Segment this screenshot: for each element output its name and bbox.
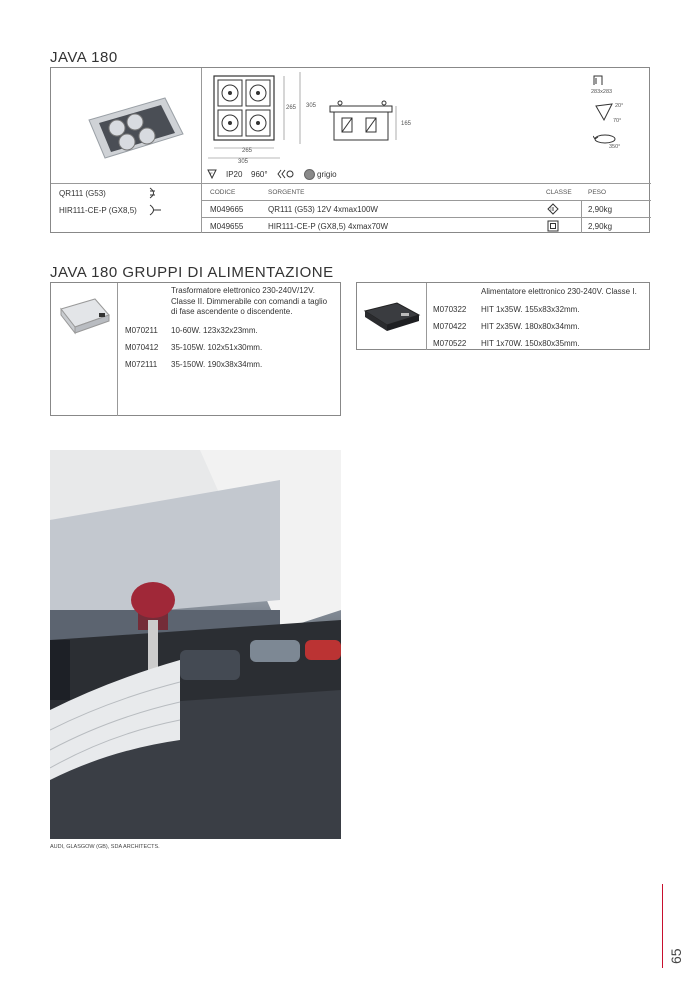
spec-temp: 960°: [251, 170, 268, 179]
section1-title: JAVA 180: [50, 49, 118, 66]
class-ii-icon: [547, 220, 559, 232]
row2-weight: 2,90kg: [588, 222, 613, 231]
dim-rotation: 350°: [609, 144, 621, 150]
panel-hsep: [51, 183, 651, 184]
svg-text:F: F: [210, 171, 213, 176]
col-header-weight: PESO: [588, 189, 607, 196]
col-header-class: CLASSE: [546, 189, 572, 196]
product-panel: [50, 67, 650, 233]
left-row2-code: M070412: [125, 343, 159, 352]
enec-icon: [277, 169, 295, 179]
left-row3-code: M072111: [125, 360, 158, 369]
section2-title: JAVA 180 GRUPPI DI ALIMENTAZIONE: [50, 264, 334, 281]
right-row2-text: HIT 2x35W. 180x80x34mm.: [481, 322, 580, 331]
spec-color: grigio: [317, 170, 337, 179]
dim-side-inner: 265: [286, 105, 297, 111]
row2-code: M049655: [210, 222, 244, 231]
photo-caption: AUDI, GLASGOW (GB), SDA ARCHITECTS.: [50, 844, 160, 850]
svg-text:III: III: [550, 207, 555, 213]
ballast-photo: [361, 299, 423, 335]
transformer-photo: [57, 295, 113, 335]
right-row3-code: M070522: [433, 339, 467, 348]
flammable-surface-icon: [207, 169, 217, 179]
dim-tilt1: 20°: [615, 103, 624, 109]
box-divider: [426, 283, 427, 350]
left-description: Trasformatore elettronico 230-240V/12V. Classe II. Dimmerabile con comandi a taglio di fase ascendente o discendente.: [171, 286, 328, 316]
dim-top-width: 265: [242, 148, 253, 154]
dim-depth: 165: [401, 121, 412, 127]
panel-divider: [201, 68, 202, 233]
right-row1-code: M070322: [433, 305, 467, 314]
row2-source: HIR111-CE-P (GX8,5) 4xmax70W: [268, 222, 389, 231]
dim-bottom-width: 305: [238, 159, 249, 165]
lamp-2: HIR111-CE-P (GX8,5): [59, 206, 137, 215]
power-supply-box-right: [356, 282, 650, 350]
col-header-source: SORGENTE: [268, 189, 305, 196]
row1-code: M049665: [210, 205, 244, 214]
table-vline: [581, 200, 582, 233]
right-description: Alimentatore elettronico 230-240V. Classe I.: [481, 287, 637, 296]
power-supply-box-left: [50, 282, 341, 416]
lamp-1: QR111 (G53): [59, 189, 106, 198]
dim-side-outer: 305: [306, 103, 317, 109]
right-row3-text: HIT 1x70W. 150x80x35mm.: [481, 339, 580, 348]
right-row1-text: HIT 1x35W. 155x83x32mm.: [481, 305, 580, 314]
side-drawing: [326, 98, 401, 148]
left-row1-code: M070211: [125, 326, 158, 335]
product-photo: [65, 90, 191, 176]
showroom-photo: [50, 450, 341, 839]
showroom-illustration: [50, 450, 341, 839]
page-number: 65: [668, 948, 684, 964]
row1-source: QR111 (G53) 12V 4xmax100W: [268, 205, 378, 214]
color-swatch-icon: [304, 169, 315, 180]
front-drawing: [206, 72, 306, 172]
left-row3-text: 35-150W. 190x38x34mm.: [171, 360, 263, 369]
table-hline: [201, 200, 651, 201]
spec-ip: IP20: [226, 170, 243, 179]
accent-line: [662, 884, 663, 968]
qr111-lamp-icon: [147, 187, 159, 199]
left-row2-text: 35-105W. 102x51x30mm.: [171, 343, 263, 352]
right-row2-code: M070422: [433, 322, 467, 331]
box-divider: [117, 283, 118, 416]
row1-weight: 2,90kg: [588, 205, 613, 214]
col-header-code: CODICE: [210, 189, 236, 196]
dim-tilt2: 70°: [613, 118, 622, 124]
table-hline: [201, 217, 651, 218]
hir111-lamp-icon: [147, 204, 163, 216]
class-iii-icon: [547, 203, 559, 215]
left-row1-text: 10-60W. 123x32x23mm.: [171, 326, 258, 335]
cutout-icon: [592, 74, 604, 86]
dim-cutout: 283x283: [591, 89, 613, 95]
